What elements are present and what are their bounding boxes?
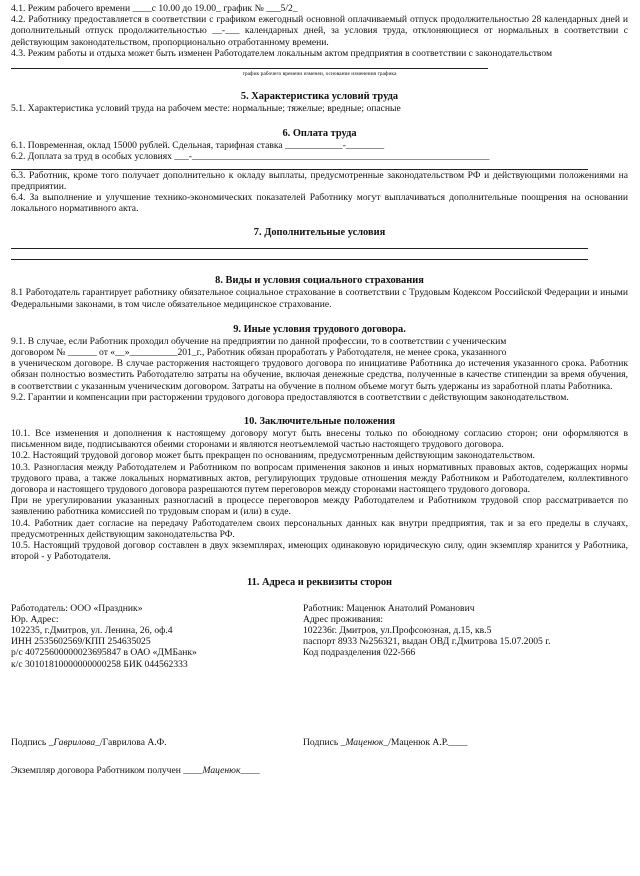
clause-10-3b: При не урегулировании указанных разногласий в процессе переговоров между Работодателем и Работником трудовой спор рассматривается по заявлению работника комиссией по трудовым спорам и (или) в суде. xyxy=(11,495,628,518)
signature-label: Подпись _ xyxy=(303,736,346,748)
employee-line: Код подразделения 022-566 xyxy=(303,647,416,659)
clause-4-3-note: график рабочего времени изменен, основание изменения графика xyxy=(242,71,397,78)
employee-line: Работник: Маценюк Анатолий Романович xyxy=(303,602,475,614)
clause-6-2: 6.2. Доплата за труд в особых условиях ___-______________________________________________________________ xyxy=(11,151,490,163)
clause-5-1: 5.1. Характеристика условий труда на рабочем месте: нормальные; тяжелые; вредные; опасные xyxy=(11,103,401,115)
signature-row xyxy=(11,737,628,748)
clause-10-5: 10.5. Настоящий трудовой договор составлен в двух экземплярах, имеющих одинаковую юридическую силу, один экземпляр хранится у Работника, второй - у Работодателя. xyxy=(11,540,628,563)
copy-received-line xyxy=(11,765,628,776)
party-details xyxy=(11,603,628,670)
clause-9-1-rest: в ученическом договоре. В случае расторжения настоящего трудового договора по инициативе Работника до истечения указанного срока. Работник обязан полностью возместить Работодателю затраты на обучение, включая денежные средства, полученные в качестве стипендии за время обучения, в соответствии с указанным ученическим договором. Затраты на обучение в полном объеме могут быть удержаны из заработной платы Работника. xyxy=(11,358,628,392)
clause-9-2: 9.2. Гарантии и компенсации при расторжении трудового договора предоставляются в соответствии с действующим законодательством. xyxy=(11,391,569,403)
employer-line: Работодатель: ООО «Праздник» xyxy=(11,602,143,614)
handwritten-signature: Маценюк xyxy=(202,764,241,776)
clause-6-1: 6.1. Повременная, оклад 15000 рублей. Сдельная, тарифная ставка ____________-________ xyxy=(11,140,385,152)
clause-9-1-line1: 9.1. В случае, если Работник проходил обучение на предприятии по данной профессии, то в соответствии с ученическим xyxy=(11,335,507,347)
clause-10-1: 10.1. Все изменения и дополнения к настоящему договору могут быть внесены только по обоюдному согласию сторон; они оформляются в письменном виде, подписываются обеими сторонами и являются неотъемлемой частью настоящего трудового договора. xyxy=(11,428,628,451)
employee-line: 102236г. Дмитров, ул.Профсоюзная, д.15, кв.5 xyxy=(303,624,492,636)
employer-line: 102235, г.Дмитров, ул. Ленина, 26, оф.4 xyxy=(11,624,173,636)
clause-4-3: 4.3. Режим работы и отдыха может быть изменен Работодателем локальным актом предприятия в соответствии с законодательством xyxy=(11,47,553,59)
employer-line: к/с 30101810000000000258 БИК 044562333 xyxy=(11,658,188,670)
section-6-title: 6. Оплата труда xyxy=(282,128,357,140)
employer-details xyxy=(11,603,303,670)
clause-4-1: 4.1. Режим рабочего времени ____с 10.00 до 19.00_ график № ___5/2_ xyxy=(11,3,298,14)
section-8-title: 8. Виды и условия социального страхования xyxy=(215,275,424,287)
employee-line: Адрес проживания: xyxy=(303,613,384,625)
section-7-title: 7. Дополнительные условия xyxy=(253,227,386,239)
employer-signature xyxy=(11,737,303,748)
copy-received-label: Экземпляр договора Работником получен ____ xyxy=(11,764,203,776)
employee-line: паспорт 8933 №256321, выдан ОВД г.Дмитрова 15.07.2005 г. xyxy=(303,636,551,648)
clause-8-1: 8.1 Работодатель гарантирует работнику обязательное социальное страхование в соответствии с Трудовым Кодексом Российской Федерации и иными Федеральными законами, в том числе обязательное медицинское страхование. xyxy=(11,287,628,310)
signature-label: Подпись _ xyxy=(11,736,54,748)
signature-name: _/Маценюк А.Р.____ xyxy=(383,736,468,748)
copy-received-tail: ____ xyxy=(240,764,260,776)
clause-9-1-line2: договором № ______ от «__»__________201_г., Работник обязан проработать у Работодателя, не менее срока, указанного xyxy=(11,347,507,359)
handwritten-signature: Маценюк xyxy=(345,736,384,748)
employer-line: ИНН 2535602569/КПП 254635025 xyxy=(11,636,151,648)
handwritten-signature: Гаврилова xyxy=(53,736,96,748)
employee-signature xyxy=(303,737,467,748)
employee-details xyxy=(303,603,628,670)
clause-6-4: 6.4. За выполнение и улучшение технико-экономических показателей Работнику могут выплачиваться дополнительные поощрения на основании локального нормативного акта. xyxy=(11,192,628,215)
section-5-title: 5. Характеристика условий труда xyxy=(240,91,399,103)
section-10-title: 10. Заключительные положения xyxy=(243,416,396,428)
fill-line xyxy=(11,68,488,69)
clause-6-3: 6.3. Работник, кроме того получает дополнительно к окладу выплаты, предусмотренные законодательством РФ и действующими положениями на предприятии. xyxy=(11,169,628,192)
section-9-title: 9. Иные условия трудового договора. xyxy=(233,323,406,335)
clause-10-4: 10.4. Работник дает согласие на передачу Работодателем своих персональных данных как внутри предприятия, так и за его пределы в случаях, предусмотренных действующим законодательства РФ. xyxy=(11,517,628,540)
signature-name: _/Гаврилова А.Ф. xyxy=(95,736,167,748)
clause-10-2: 10.2. Настоящий трудовой договор может быть прекращен по основаниям, предусмотренным действующим законодательством. xyxy=(11,450,535,462)
clause-4-2: 4.2. Работнику предоставляется в соответствии с графиком ежегодный основной оплачиваемый отпуск продолжительностью 28 календарных дней и дополнительный отпуск продолжительностью __-___ календарных дней, за условия труда, отклоняющиеся от нормальных в соответствии с действующим законодательством, пропорционально отработанному времени. xyxy=(11,14,628,48)
section-11-title: 11. Адреса и реквизиты сторон xyxy=(246,576,393,588)
employer-line: р/с 40725600000023695847 в ОАО «ДМБанк» xyxy=(11,647,197,659)
clause-10-3: 10.3. Разногласия между Работодателем и Работником по вопросам применения законов и иных нормативных правовых актов, содержащих нормы трудового права, а также локальных нормативных актов, регулирующих трудовые отношения между Работником и Работодателем, коллективного договора и настоящего трудового договора разрешаются путем переговоров между сторонами настоящего трудового договора. xyxy=(11,461,628,496)
employer-line: Юр. Адрес: xyxy=(11,613,59,625)
